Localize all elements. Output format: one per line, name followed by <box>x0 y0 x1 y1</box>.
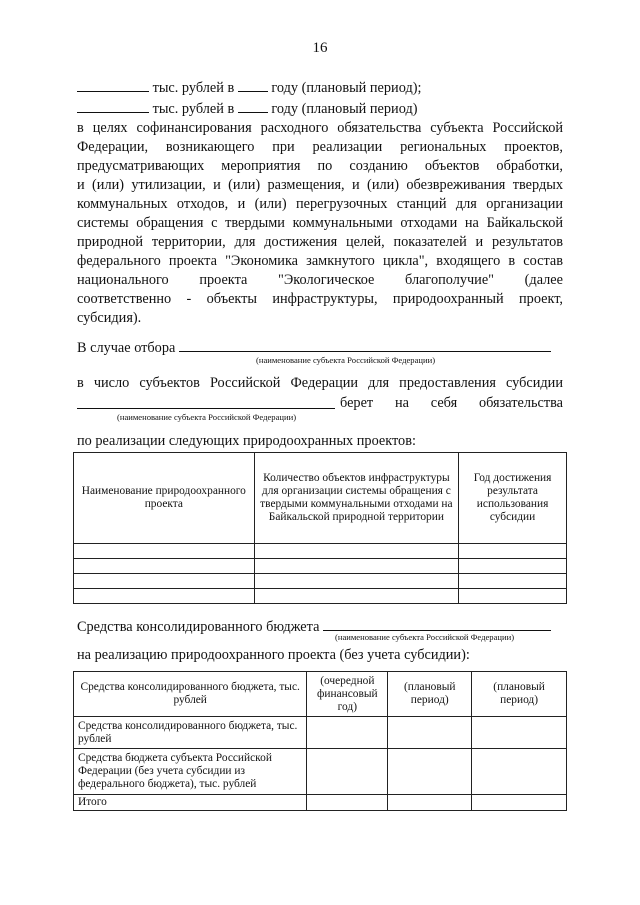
paragraph-line: предусматривающих мероприятия по созданию объектов обработки, <box>77 158 563 174</box>
projects-intro: по реализации следующих природоохранных проектов: <box>77 433 416 449</box>
paragraph-line: субсидия). <box>77 310 142 326</box>
header-budget: Средства консолидированного бюджета, тыс. рублей <box>74 672 307 717</box>
subject-name-blank <box>77 394 335 409</box>
period-line-2 <box>77 98 417 119</box>
inclusion-line-1: в число субъектов Российской Федерации для предоставления субсидии <box>77 375 563 391</box>
year-blank <box>238 77 268 92</box>
table-row <box>74 574 567 589</box>
header-planned-2: (плановый период) <box>472 672 567 717</box>
table-row <box>74 559 567 574</box>
inclusion-paragraph <box>77 374 563 393</box>
period-suffix: году (плановый период) <box>271 101 418 117</box>
paragraph-line: в целях софинансирования расходного обязательства субъекта Российской <box>77 120 563 136</box>
amount-blank <box>77 98 149 113</box>
subject-name-blank <box>323 616 551 631</box>
paragraph-line: природной территории, для достижения целей, показателей и результатов <box>77 234 563 250</box>
table-row <box>74 749 567 795</box>
header-result-year: Год достижения результата использования субсидии <box>459 453 567 544</box>
header-planned-1: (плановый период) <box>388 672 472 717</box>
header-project-name: Наименование природоохранного проекта <box>74 453 255 544</box>
budget-table <box>73 671 567 811</box>
period-text: тыс. рублей в <box>152 80 235 96</box>
budget-intro: на реализацию природоохранного проекта (без учета субсидии): <box>77 647 470 663</box>
page-number: 16 <box>312 40 328 56</box>
row-label: Средства консолидированного бюджета, тыс. рублей <box>74 717 307 749</box>
table-row <box>74 544 567 559</box>
budget-lead: Средства консолидированного бюджета <box>77 619 320 635</box>
inclusion-caption: (наименование субъекта Российской Федерации) <box>117 412 297 422</box>
main-paragraph <box>77 119 563 328</box>
period-suffix: году (плановый период); <box>271 80 422 96</box>
paragraph-line: Федерации, возникающего при реализации региональных проектов, <box>77 139 563 155</box>
amount-blank <box>77 77 149 92</box>
selection-caption: (наименование субъекта Российской Федерации) <box>256 355 436 365</box>
table-row <box>74 589 567 604</box>
header-objects-count: Количество объектов инфраструктуры для организации системы обращения с твердыми коммунальными отходами на Байкальской природной территории <box>254 453 458 544</box>
paragraph-line: национального проекта "Экологическое благополучие" (далее <box>77 272 563 288</box>
table-row <box>74 795 567 811</box>
projects-table <box>73 452 567 604</box>
paragraph-line: коммунальных отходов, и (или) перегрузочных станций для организации <box>77 196 563 212</box>
table-row <box>74 717 567 749</box>
row-label: Итого <box>74 795 307 811</box>
period-text: тыс. рублей в <box>152 101 235 117</box>
paragraph-line: соответственно - объекты инфраструктуры, природоохранный проект, <box>77 291 563 307</box>
budget-caption: (наименование субъекта Российской Федерации) <box>335 632 515 642</box>
paragraph-line: системы обращения с твердыми коммунальными отходами на Байкальской <box>77 215 563 231</box>
subject-name-blank <box>179 337 551 352</box>
paragraph-line: и (или) утилизации, и (или) размещения, и (или) обезвреживания твердых <box>77 177 563 193</box>
inclusion-tail: берет на себя обязательства <box>340 395 563 411</box>
year-blank <box>238 98 268 113</box>
paragraph-line: федерального проекта "Экономика замкнутого цикла", входящего в состав <box>77 253 563 269</box>
header-next-year: (очередной финансовый год) <box>307 672 388 717</box>
row-label: Средства бюджета субъекта Российской Федерации (без учета субсидии из федерального бюджета), тыс. рублей <box>74 749 307 795</box>
selection-lead: В случае отбора <box>77 340 176 356</box>
period-line-1 <box>77 77 421 98</box>
